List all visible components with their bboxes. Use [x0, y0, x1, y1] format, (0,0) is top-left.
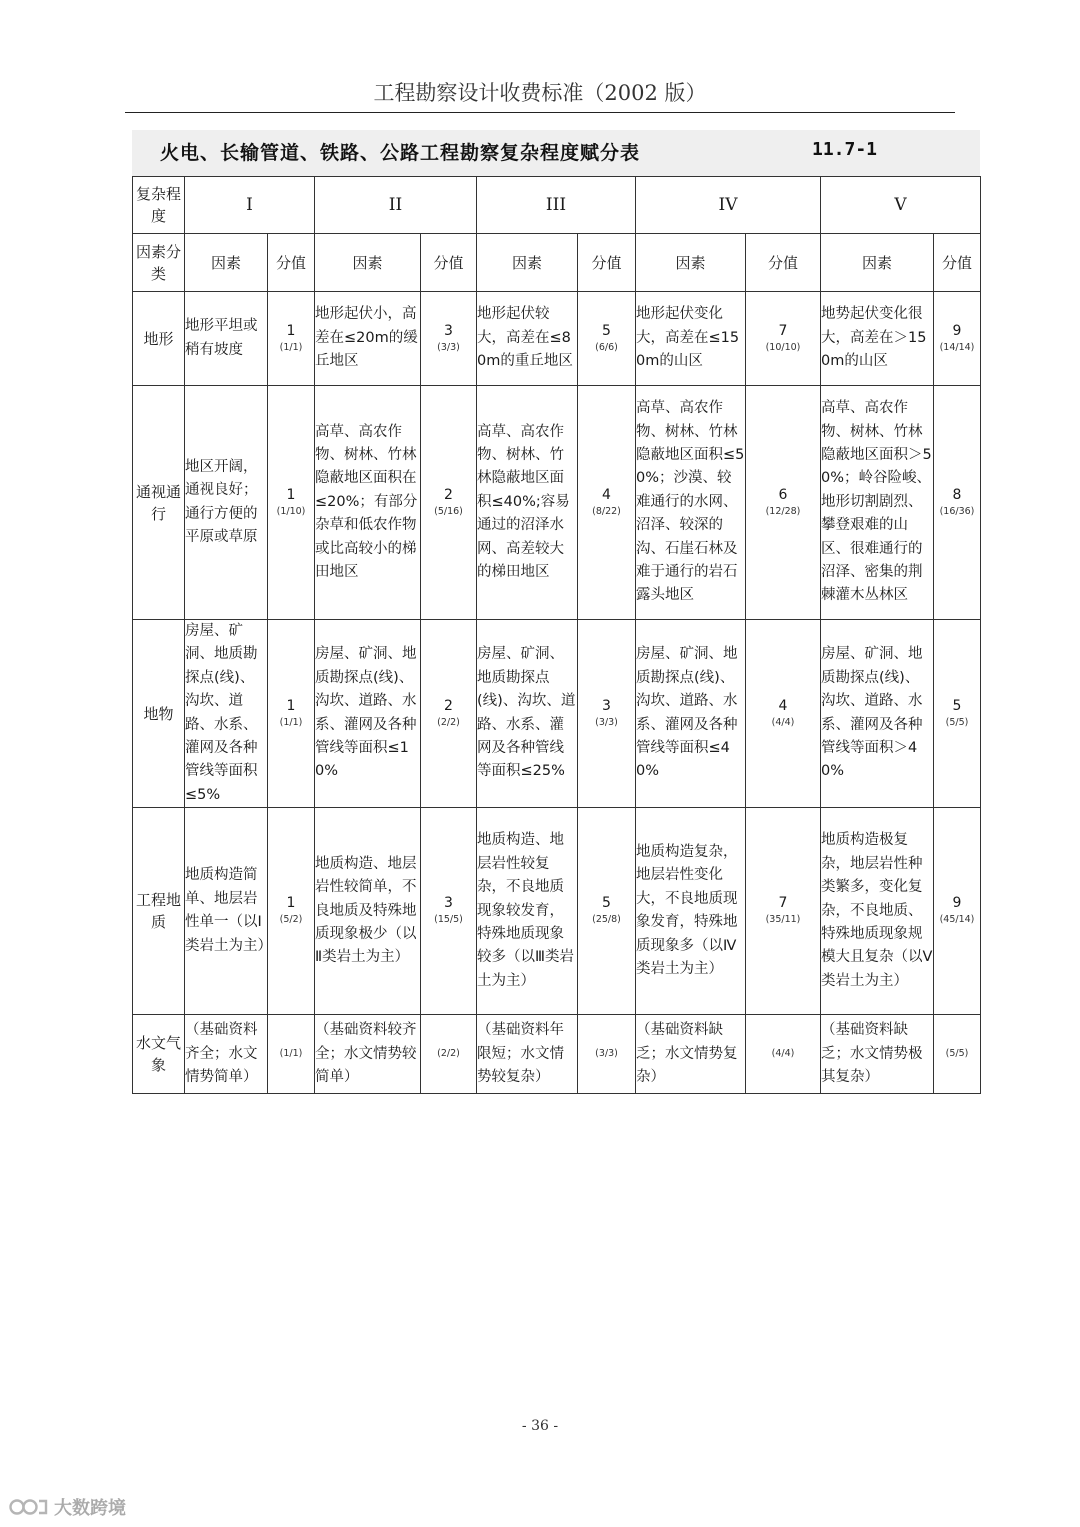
score-cell — [268, 1015, 315, 1094]
score-value: 8 — [952, 486, 962, 503]
level-header: II — [315, 177, 477, 234]
score-cell — [268, 808, 315, 1015]
score-column-header: 分值 — [934, 234, 981, 292]
score-cell — [421, 386, 477, 620]
factor-class-name: 地形 — [133, 292, 185, 386]
score-fraction: (25/8) — [592, 914, 621, 926]
score-fraction: (12/28) — [765, 505, 801, 517]
score-fraction: (2/2) — [437, 1048, 460, 1060]
factor-description: 地形起伏小，高差在≤20m的缓丘地区 — [315, 292, 421, 386]
factor-description: 房屋、矿洞、地质勘探点(线)、沟坎、道路、水系、灌网及各种管线等面积≤25% — [477, 620, 578, 808]
complexity-score-table — [132, 176, 981, 1094]
factor-description: 高草、高农作物、树林、竹林隐蔽地区面积在≤20%；有部分杂草和低农作物或比高较小的梯田地区 — [315, 386, 421, 620]
factor-description: （基础资料齐全；水文情势简单） — [185, 1015, 268, 1094]
score-value: 3 — [444, 322, 453, 339]
score-cell — [268, 386, 315, 620]
score-cell — [578, 292, 636, 386]
score-column-header: 分值 — [746, 234, 821, 292]
factor-description: 地质构造复杂，地层岩性变化大，不良地质现象发育，特殊地质现象多（以Ⅳ类岩土为主） — [636, 808, 746, 1015]
table-row — [133, 292, 981, 386]
score-value: 3 — [602, 697, 611, 714]
score-cell — [746, 386, 821, 620]
factor-description: 地形起伏变化大，高差在≤150m的山区 — [636, 292, 746, 386]
factor-class-name: 地物 — [133, 620, 185, 808]
score-value: 9 — [952, 322, 962, 339]
factor-description: 地形起伏较大，高差在≤80m的重丘地区 — [477, 292, 578, 386]
score-cell — [934, 386, 981, 620]
score-cell — [268, 292, 315, 386]
level-header: I — [185, 177, 315, 234]
score-cell — [746, 808, 821, 1015]
score-value: 6 — [778, 486, 788, 503]
factor-description: 地形平坦或稍有坡度 — [185, 292, 268, 386]
score-fraction: (4/4) — [771, 716, 795, 728]
watermark-text: 大数跨境 — [54, 1498, 126, 1519]
factor-description: 房屋、矿洞、地质勘探点(线)、沟坎、道路、水系、灌网及各种管线等面积≤40% — [636, 620, 746, 808]
factor-description: 高草、高农作物、树林、竹林隐蔽地区面积≤40%;容易通过的沼泽水网、高差较大的梯田地区 — [477, 386, 578, 620]
score-cell — [421, 292, 477, 386]
score-fraction: (8/22) — [592, 505, 621, 517]
score-column-header: 分值 — [268, 234, 315, 292]
score-cell — [746, 292, 821, 386]
score-fraction: (10/10) — [765, 341, 801, 353]
score-fraction: (15/5) — [434, 914, 463, 926]
score-cell — [578, 1015, 636, 1094]
score-fraction: (1/1) — [279, 1048, 303, 1060]
level-header: V — [821, 177, 981, 234]
table-row — [133, 808, 981, 1015]
score-cell — [578, 808, 636, 1015]
factor-description: （基础资料较齐全；水文情势较简单） — [315, 1015, 421, 1094]
factor-column-header: 因素 — [821, 234, 934, 292]
score-value: 7 — [778, 322, 788, 339]
table-title: 火电、长输管道、铁路、公路工程勘察复杂程度赋分表 — [160, 142, 641, 164]
score-cell — [421, 620, 477, 808]
score-fraction: (5/5) — [945, 1048, 969, 1060]
factor-description: 地质构造极复杂，地层岩性种类繁多，变化复杂，不良地质、特殊地质现象规模大且复杂（以Ⅴ类岩土为主） — [821, 808, 934, 1015]
score-fraction: (6/6) — [595, 341, 618, 353]
factor-description: （基础资料缺乏；水文情势极其复杂） — [821, 1015, 934, 1094]
page-header: 工程勘察设计收费标准（2002 版） — [125, 78, 955, 113]
score-cell — [746, 1015, 821, 1094]
factor-class-name: 水文气象 — [133, 1015, 185, 1094]
score-value: 5 — [602, 322, 611, 339]
score-fraction: (5/2) — [279, 914, 303, 926]
table-row — [133, 1015, 981, 1094]
score-value: 4 — [778, 697, 788, 714]
score-fraction: (1/10) — [276, 505, 306, 517]
factor-description: 高草、高农作物、树林、竹林隐蔽地区面积≤50%；沙漠、较难通行的水网、沼泽、较深的沟、石崖石林及难于通行的岩石露头地区 — [636, 386, 746, 620]
corner-label: 复杂程度 — [133, 177, 185, 234]
factor-description: 房屋、矿洞、地质勘探点(线)、沟坎、道路、水系、灌网及各种管线等面积≤5% — [185, 620, 268, 808]
score-cell — [746, 620, 821, 808]
score-value: 1 — [286, 697, 296, 714]
level-header: IV — [636, 177, 821, 234]
score-value: 9 — [952, 895, 962, 912]
page-number: - 36 - — [521, 1418, 559, 1434]
factor-column-header: 因素 — [185, 234, 268, 292]
table-row — [133, 620, 981, 808]
score-fraction: (2/2) — [437, 716, 460, 728]
factor-column-header: 因素 — [315, 234, 421, 292]
score-fraction: (14/14) — [939, 341, 975, 353]
score-cell — [934, 620, 981, 808]
score-value: 3 — [444, 895, 453, 912]
score-fraction: (1/1) — [279, 716, 303, 728]
factor-class-name: 工程地质 — [133, 808, 185, 1015]
watermark-logo-icon — [8, 1495, 50, 1519]
score-value: 4 — [602, 486, 611, 503]
factor-class-name: 通视通行 — [133, 386, 185, 620]
factor-description: 高草、高农作物、树林、竹林隐蔽地区面积＞50%；岭谷险峻、地形切割剧烈、攀登艰难的山区、很难通行的沼泽、密集的荆棘灌木丛林区 — [821, 386, 934, 620]
score-fraction: (5/16) — [434, 505, 463, 517]
score-fraction: (3/3) — [437, 341, 460, 353]
factor-description: 房屋、矿洞、地质勘探点(线)、沟坎、道路、水系、灌网及各种管线等面积≤10% — [315, 620, 421, 808]
score-cell — [578, 620, 636, 808]
factor-description: 房屋、矿洞、地质勘探点(线)、沟坎、道路、水系、灌网及各种管线等面积＞40% — [821, 620, 934, 808]
score-value: 5 — [952, 697, 962, 714]
score-fraction: (45/14) — [939, 914, 975, 926]
score-cell — [578, 386, 636, 620]
score-fraction: (4/4) — [771, 1048, 795, 1060]
factor-description: 地质构造、地层岩性较简单，不良地质及特殊地质现象极少（以Ⅱ类岩土为主） — [315, 808, 421, 1015]
score-fraction: (16/36) — [939, 505, 975, 517]
factor-class-label: 因素分类 — [133, 234, 185, 292]
table-row — [133, 386, 981, 620]
score-fraction: (3/3) — [595, 1048, 618, 1060]
factor-column-header: 因素 — [477, 234, 578, 292]
score-value: 2 — [444, 486, 453, 503]
factor-description: 地质构造简单、地层岩性单一（以Ⅰ类岩土为主） — [185, 808, 268, 1015]
factor-column-header: 因素 — [636, 234, 746, 292]
score-value: 1 — [286, 322, 296, 339]
score-value: 1 — [286, 486, 296, 503]
score-fraction: (1/1) — [279, 341, 303, 353]
score-column-header: 分值 — [421, 234, 477, 292]
score-cell — [934, 1015, 981, 1094]
factor-description: 地区开阔，通视良好；通行方便的平原或草原 — [185, 386, 268, 620]
factor-description: 地势起伏变化很大，高差在＞150m的山区 — [821, 292, 934, 386]
level-header-row — [133, 177, 981, 234]
score-value: 5 — [602, 895, 611, 912]
factor-description: 地质构造、地层岩性较复杂，不良地质现象较发育，特殊地质现象较多（以Ⅲ类岩土为主） — [477, 808, 578, 1015]
watermark — [8, 1494, 126, 1520]
score-value: 7 — [778, 895, 788, 912]
score-value: 2 — [444, 697, 453, 714]
factor-description: （基础资料年限短；水文情势较复杂） — [477, 1015, 578, 1094]
factor-description: （基础资料缺乏；水文情势复杂） — [636, 1015, 746, 1094]
column-header-row — [133, 234, 981, 292]
score-fraction: (5/5) — [945, 716, 969, 728]
score-cell — [268, 620, 315, 808]
score-fraction: (3/3) — [595, 716, 618, 728]
score-cell — [421, 1015, 477, 1094]
score-cell — [934, 808, 981, 1015]
score-value: 1 — [286, 895, 296, 912]
level-header: III — [477, 177, 636, 234]
score-cell — [421, 808, 477, 1015]
score-cell — [934, 292, 981, 386]
table-code: 11.7-1 — [812, 139, 878, 160]
score-fraction: (35/11) — [765, 914, 801, 926]
score-column-header: 分值 — [578, 234, 636, 292]
